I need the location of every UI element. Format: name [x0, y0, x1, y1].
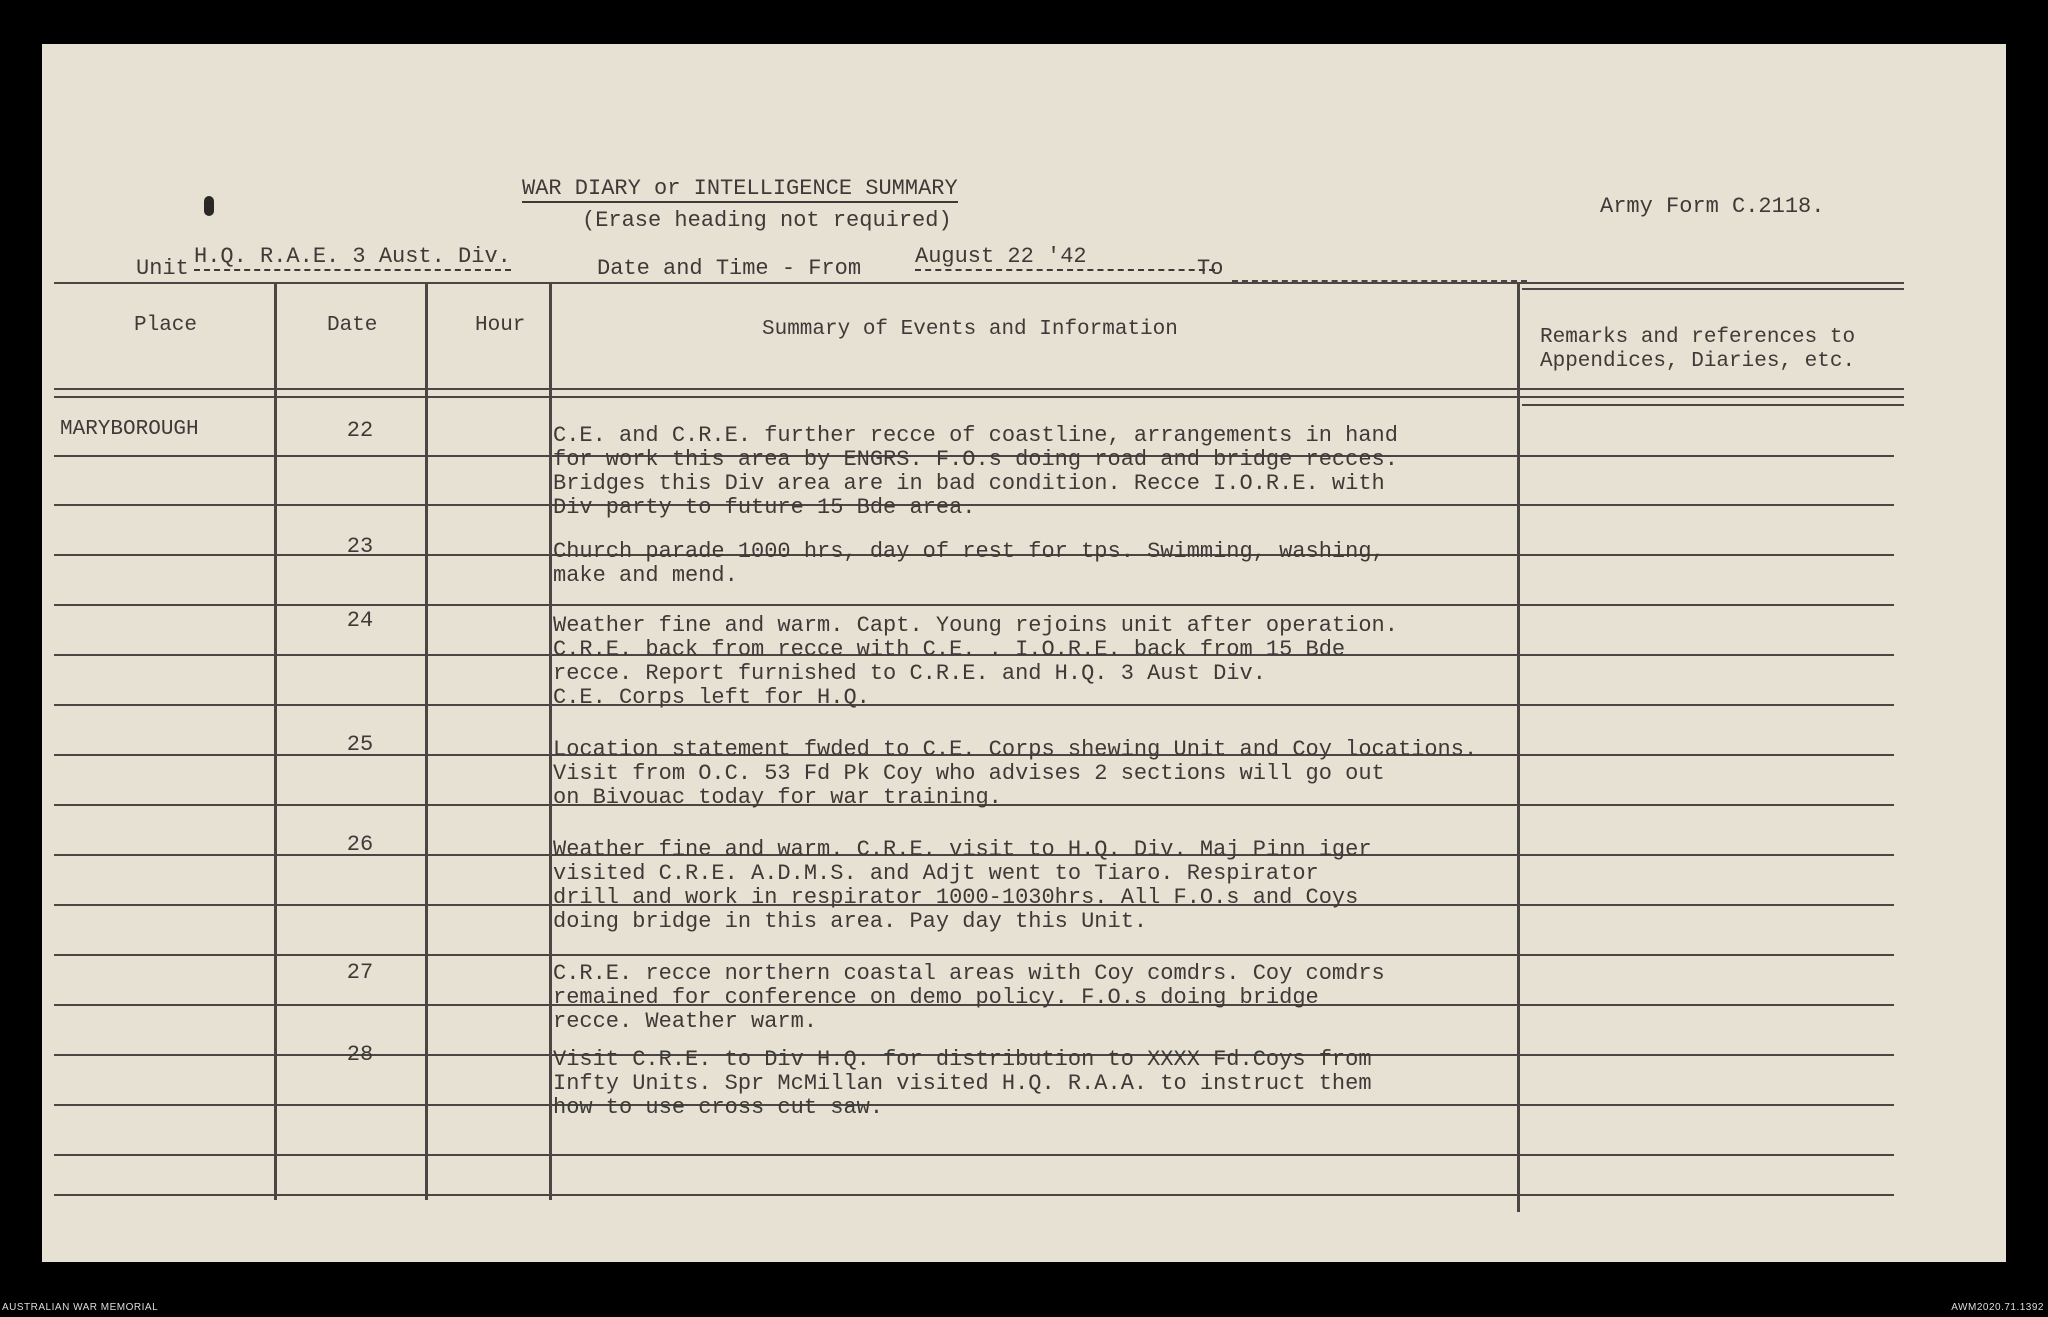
to-label: To: [1197, 256, 1224, 281]
army-form-number: Army Form C.2118.: [1600, 194, 1825, 219]
column-header-place: Place: [134, 314, 198, 337]
column-rule-date: [425, 282, 428, 1200]
entry-summary: C.R.E. recce northern coastal areas with Coy comdrs. Coy comdrs remained for conference on demo policy. F.O.s doing bridge recce. Weather warm.: [553, 961, 1385, 1034]
ruled-line: [54, 604, 1894, 606]
ruled-line: [54, 1154, 1894, 1156]
entry-date: 27: [346, 960, 374, 985]
table-top-rule-double: [1522, 288, 1904, 290]
column-rule-place: [274, 282, 277, 1200]
punch-hole-mark: [204, 196, 214, 216]
form-title: WAR DIARY or INTELLIGENCE SUMMARY: [522, 176, 958, 201]
form-subtitle: (Erase heading not required): [582, 208, 952, 233]
unit-value: H.Q. R.A.E. 3 Aust. Div.: [194, 244, 511, 269]
entry-summary: Church parade 1000 hrs, day of rest for tps. Swimming, washing, make and mend.: [553, 539, 1385, 588]
entry-date: 23: [346, 534, 374, 559]
entry-summary: C.E. and C.R.E. further recce of coastline, arrangements in hand for work this area by ENGRS. F.O.s doing road and bridge recces. Bridges this Div area are in bad condition. Recce I.O.R.E. with Div party to future 15 Bde area.: [553, 423, 1398, 520]
column-header-remarks: Remarks and references to Appendices, Diaries, etc.: [1540, 326, 1856, 373]
diary-page: [42, 44, 2006, 1262]
header-bottom-rule-double: [54, 396, 1904, 398]
column-header-hour: Hour: [475, 314, 526, 337]
ruled-line: [54, 1194, 1894, 1196]
entry-date: 22: [346, 418, 374, 443]
date-time-label: Date and Time - From: [597, 256, 862, 281]
entry-summary: Location statement fwded to C.E. Corps shewing Unit and Coy locations. Visit from O.C. 53 Fd Pk Coy who advises 2 sections will go out on Bivouac today for war training.: [553, 737, 1478, 810]
entry-date: 24: [346, 608, 374, 633]
archive-credit: AUSTRALIAN WAR MEMORIAL: [2, 1302, 159, 1313]
header-bottom-rule: [54, 388, 1904, 390]
entry-summary: Visit C.R.E. to Div H.Q. for distribution to XXXX Fd.Coys from Infty Units. Spr McMillan visited H.Q. R.A.A. to instruct them how to use cross cut saw.: [553, 1047, 1372, 1120]
column-header-date: Date: [327, 314, 378, 337]
entry-place: MARYBOROUGH: [60, 418, 199, 441]
entry-date: 25: [346, 732, 374, 757]
archive-reference: AWM2020.71.1392: [1951, 1302, 2044, 1313]
ruled-line: [54, 954, 1894, 956]
from-value: August 22 '42: [915, 244, 1215, 271]
entry-summary: Weather fine and warm. Capt. Young rejoins unit after operation. C.R.E. back from recce with C.E. . I.O.R.E. back from 15 Bde recce. Report furnished to C.R.E. and H.Q. 3 Aust Div. C.E. Corps left for H.Q.: [553, 613, 1398, 710]
column-rule-hour: [549, 282, 552, 1200]
entry-summary: Weather fine and warm. C.R.E. visit to H.Q. Div. Maj Pinn iger visited C.R.E. A.D.M.S. and Adjt went to Tiaro. Respirator drill and work in respirator 1000-1030hrs. All F.O.s and Coys doing bridge in this area. Pay day this Unit.: [553, 837, 1372, 934]
entry-date: 28: [346, 1042, 374, 1067]
column-header-summary: Summary of Events and Information: [762, 318, 1178, 341]
entry-date: 26: [346, 832, 374, 857]
unit-label: Unit: [136, 256, 189, 281]
table-top-rule: [54, 282, 1904, 284]
column-rule-summary: [1517, 282, 1520, 1212]
header-bottom-rule-triple: [1522, 404, 1904, 406]
